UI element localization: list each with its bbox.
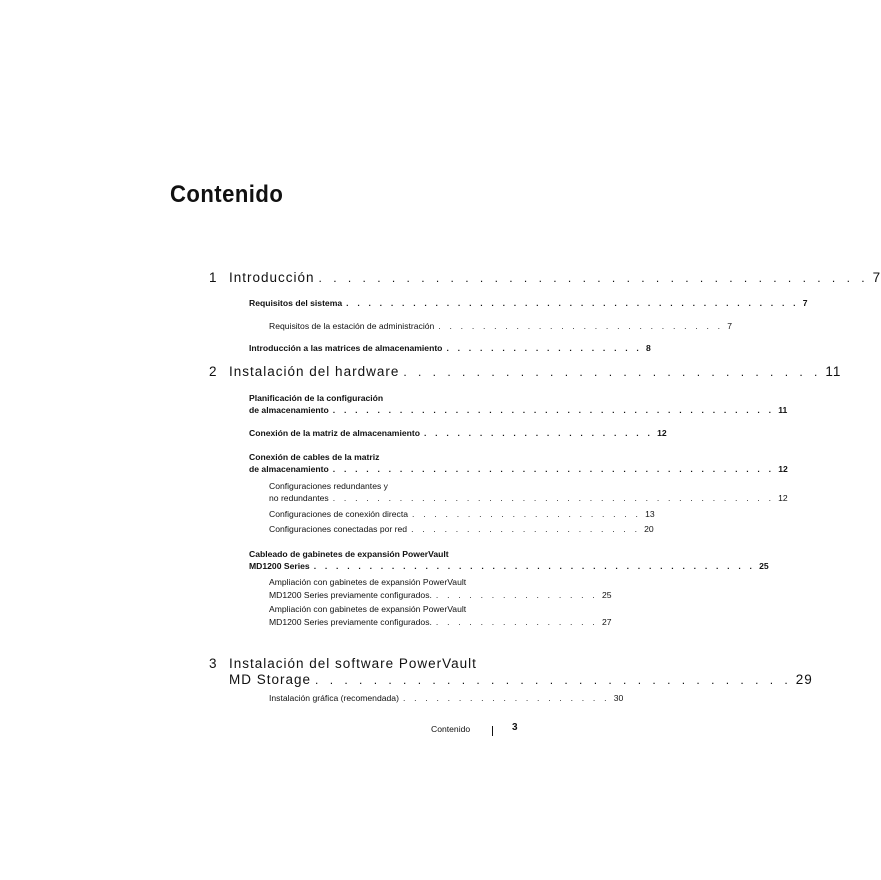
toc-section-conexion-cables[interactable] bbox=[249, 464, 788, 474]
dot-leader: . . . . . . . . . . . . . . . . . . . bbox=[402, 693, 610, 703]
page-number: 12 bbox=[778, 464, 788, 474]
page-title: Contenido bbox=[170, 181, 284, 208]
toc-subsection-ampliacion-1[interactable] bbox=[269, 590, 612, 600]
dot-leader: . . . . . . . . . . . . . . . . . . . . . . . . . . . . . . . . . . . . . . . . bbox=[313, 561, 756, 571]
toc-subsection-conectadas-red[interactable] bbox=[269, 524, 654, 534]
chapter-title-line1: Instalación del software PowerVault bbox=[229, 656, 477, 671]
footer-separator bbox=[492, 726, 493, 736]
dot-leader: . . . . . . . . . . . . . . . . . . bbox=[446, 343, 643, 353]
section-title: MD1200 Series bbox=[249, 561, 310, 571]
page-number: 7 bbox=[872, 270, 881, 285]
page-number: 8 bbox=[646, 343, 651, 353]
page-number: 25 bbox=[759, 561, 769, 571]
page-number: 12 bbox=[778, 493, 788, 503]
chapter-title: Introducción bbox=[229, 270, 315, 285]
page-number: 11 bbox=[825, 364, 842, 379]
chapter-number: 2 bbox=[209, 364, 218, 379]
toc-section-matrices[interactable] bbox=[249, 343, 651, 353]
section-title-line1: Cableado de gabinetes de expansión PowerVault bbox=[249, 549, 449, 559]
section-title: Conexión de la matriz de almacenamiento bbox=[249, 428, 420, 438]
dot-leader: . . . . . . . . . . . . . . . . . . . . . bbox=[412, 509, 642, 519]
toc-subsection-estacion[interactable] bbox=[269, 321, 733, 331]
subsection-title: MD1200 Series previamente configurados. bbox=[269, 590, 432, 600]
section-title: de almacenamiento bbox=[249, 405, 329, 415]
chapter-title: Instalación del hardware bbox=[229, 364, 400, 379]
subsection-title: no redundantes bbox=[269, 493, 329, 503]
toc-section-requisitos[interactable] bbox=[249, 298, 808, 308]
footer-label: Contenido bbox=[431, 724, 471, 734]
chapter-number: 3 bbox=[209, 656, 218, 671]
section-title: Requisitos del sistema bbox=[249, 298, 343, 308]
dot-leader: . . . . . . . . . . . . . . . . . . . . . . . . . . . . . . . . . bbox=[315, 673, 792, 687]
toc-section-planificacion[interactable] bbox=[249, 405, 788, 415]
toc-section-cableado-gabinetes[interactable] bbox=[249, 561, 769, 571]
section-title-line1: Planificación de la configuración bbox=[249, 393, 384, 403]
toc-chapter-1[interactable] bbox=[209, 270, 881, 285]
toc-section-conexion-matriz[interactable] bbox=[249, 428, 667, 438]
subsection-title: Requisitos de la estación de administración bbox=[269, 321, 435, 331]
toc-subsection-redundantes[interactable] bbox=[269, 493, 788, 503]
toc-chapter-3[interactable] bbox=[229, 672, 813, 687]
toc-chapter-2[interactable] bbox=[209, 364, 842, 379]
subsection-title: Configuraciones conectadas por red bbox=[269, 524, 408, 534]
dot-leader: . . . . . . . . . . . . . . . . . . . . . . . . . . . . . . . . . . . . . . . . bbox=[332, 405, 775, 415]
page-number: 27 bbox=[601, 617, 612, 627]
subsection-title: MD1200 Series previamente configurados. bbox=[269, 617, 432, 627]
page-number: 11 bbox=[778, 405, 788, 415]
dot-leader: . . . . . . . . . . . . . . . bbox=[435, 617, 598, 627]
subsection-title-line1: Ampliación con gabinetes de expansión PowerVault bbox=[269, 604, 467, 614]
page-number: 7 bbox=[802, 298, 808, 308]
toc-subsection-conexion-directa[interactable] bbox=[269, 509, 655, 519]
page-number: 7 bbox=[727, 321, 733, 331]
dot-leader: . . . . . . . . . . . . . . . . . . . . . . . . . . . . . . . . . . . . . . bbox=[318, 271, 869, 285]
page-number: 25 bbox=[601, 590, 612, 600]
dot-leader: . . . . . . . . . . . . . . . . . . . . . . . . . . bbox=[438, 321, 724, 331]
dot-leader: . . . . . . . . . . . . . . . bbox=[435, 590, 598, 600]
section-title: de almacenamiento bbox=[249, 464, 329, 474]
dot-leader: . . . . . . . . . . . . . . . . . . . . . . . . . . . . . . . . . . . . . . . . bbox=[332, 464, 775, 474]
page-number: 12 bbox=[657, 428, 667, 438]
page-number: 13 bbox=[645, 509, 655, 519]
toc-chapter-3-line1 bbox=[209, 656, 477, 671]
subsection-title-line1: Ampliación con gabinetes de expansión PowerVault bbox=[269, 577, 467, 587]
dot-leader: . . . . . . . . . . . . . . . . . . . . . . . . . . . . . . . . . . . . . . . . . bbox=[346, 298, 799, 308]
footer-page-number: 3 bbox=[512, 722, 518, 733]
section-title: Introducción a las matrices de almacenamiento bbox=[249, 343, 443, 353]
dot-leader: . . . . . . . . . . . . . . . . . . . . . bbox=[423, 428, 654, 438]
dot-leader: . . . . . . . . . . . . . . . . . . . . . . . . . . . . . bbox=[403, 365, 822, 379]
dot-leader: . . . . . . . . . . . . . . . . . . . . . . . . . . . . . . . . . . . . . . . . bbox=[332, 493, 775, 503]
page-number: 30 bbox=[613, 693, 624, 703]
page-number: 29 bbox=[795, 672, 813, 687]
toc-subsection-ampliacion-2[interactable] bbox=[269, 617, 612, 627]
subsection-title-line1: Configuraciones redundantes y bbox=[269, 481, 388, 491]
toc-subsection-instalacion-grafica[interactable] bbox=[269, 693, 624, 703]
subsection-title: Configuraciones de conexión directa bbox=[269, 509, 409, 519]
chapter-title: MD Storage bbox=[229, 672, 312, 687]
section-title-line1: Conexión de cables de la matriz bbox=[249, 452, 380, 462]
page-number: 20 bbox=[644, 524, 654, 534]
dot-leader: . . . . . . . . . . . . . . . . . . . . . bbox=[411, 524, 641, 534]
subsection-title: Instalación gráfica (recomendada) bbox=[269, 693, 399, 703]
chapter-number: 1 bbox=[209, 270, 218, 285]
